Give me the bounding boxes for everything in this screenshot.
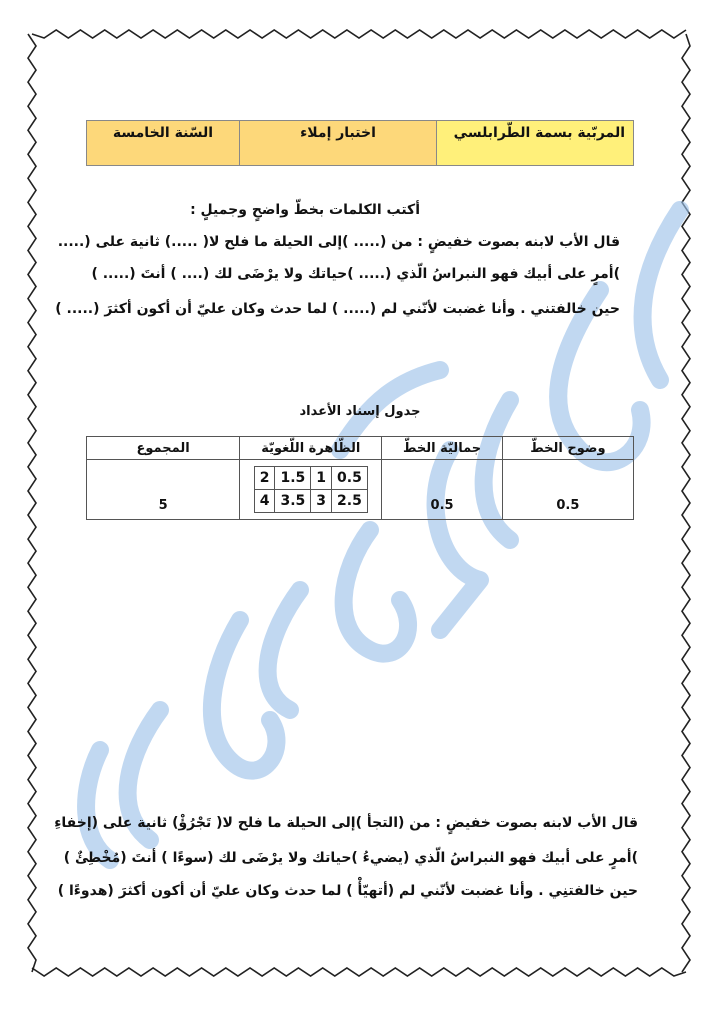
linguistic-score: 1 [311, 467, 332, 490]
header-linguistic: الظّاهرة اللّغويّة [240, 437, 382, 460]
border-zigzag [32, 30, 686, 38]
linguistic-score: 3 [311, 490, 332, 513]
grades-table-title: جدول إسناد الأعداد [299, 404, 421, 419]
header-info-table [86, 120, 634, 166]
exercise-line-2: )أمرٍ على أبيك فهو النبراسُ الّذي (..... )حياتك ولا يرْضَى لك (.... ) أنتَ (..... ) [91, 266, 620, 282]
test-title: اختبار إملاء [240, 121, 437, 166]
instruction-text: أكتب الكلمات بخطّ واضحٍ وجميلٍ : [190, 202, 420, 218]
linguistic-scores [240, 460, 382, 520]
border-zigzag [682, 34, 690, 972]
school-year: السّنة الخامسة [87, 121, 240, 166]
header-total: المجموع [87, 437, 240, 460]
border-zigzag [28, 34, 36, 972]
header-beauty: جماليّة الخطّ [382, 437, 502, 460]
clarity-score: 0.5 [502, 460, 633, 520]
answer-line-1: قال الأب لابنه بصوت خفيضٍ : من (التجأ )إلى الحيلة ما فلح لا( تَجْرُؤْ) ثانية على (إخفاءِ [54, 815, 638, 831]
teacher-name: المربّية بسمة الطّرابلسي [437, 121, 634, 166]
exercise-line-1: قال الأب لابنه بصوت خفيضٍ : من (..... )إلى الحيلة ما فلح لا( .....) ثانية على (..... [57, 234, 620, 250]
beauty-score: 0.5 [382, 460, 502, 520]
linguistic-score: 1.5 [275, 467, 311, 490]
header-clarity: وضوح الخطّ [502, 437, 633, 460]
linguistic-score: 2.5 [332, 490, 368, 513]
linguistic-score: 2 [254, 467, 275, 490]
linguistic-score: 4 [254, 490, 275, 513]
total-score: 5 [87, 460, 240, 520]
linguistic-score: 0.5 [332, 467, 368, 490]
grades-table [86, 436, 634, 520]
border-zigzag [32, 968, 686, 976]
linguistic-score: 3.5 [275, 490, 311, 513]
answer-line-3: حين خالفتنِي . وأنا غضبت لأنّني لم (أتهيّأْ ) لما حدث وكان عليّ أن أكون أكثرَ (هدوءًا ) [57, 883, 638, 899]
answer-line-2: )أمرٍ على أبيك فهو النبراسُ الّذي (يضيءُ )حياتك ولا يرْضَى لك (سوءًا ) أنتَ (مُخْطِئٌ ) [63, 850, 638, 866]
exercise-line-3: حين خالفتني . وأنا غضبت لأنّني لم (..... ) لما حدث وكان عليّ أن أكون أكثرَ (..... ) [55, 301, 620, 317]
